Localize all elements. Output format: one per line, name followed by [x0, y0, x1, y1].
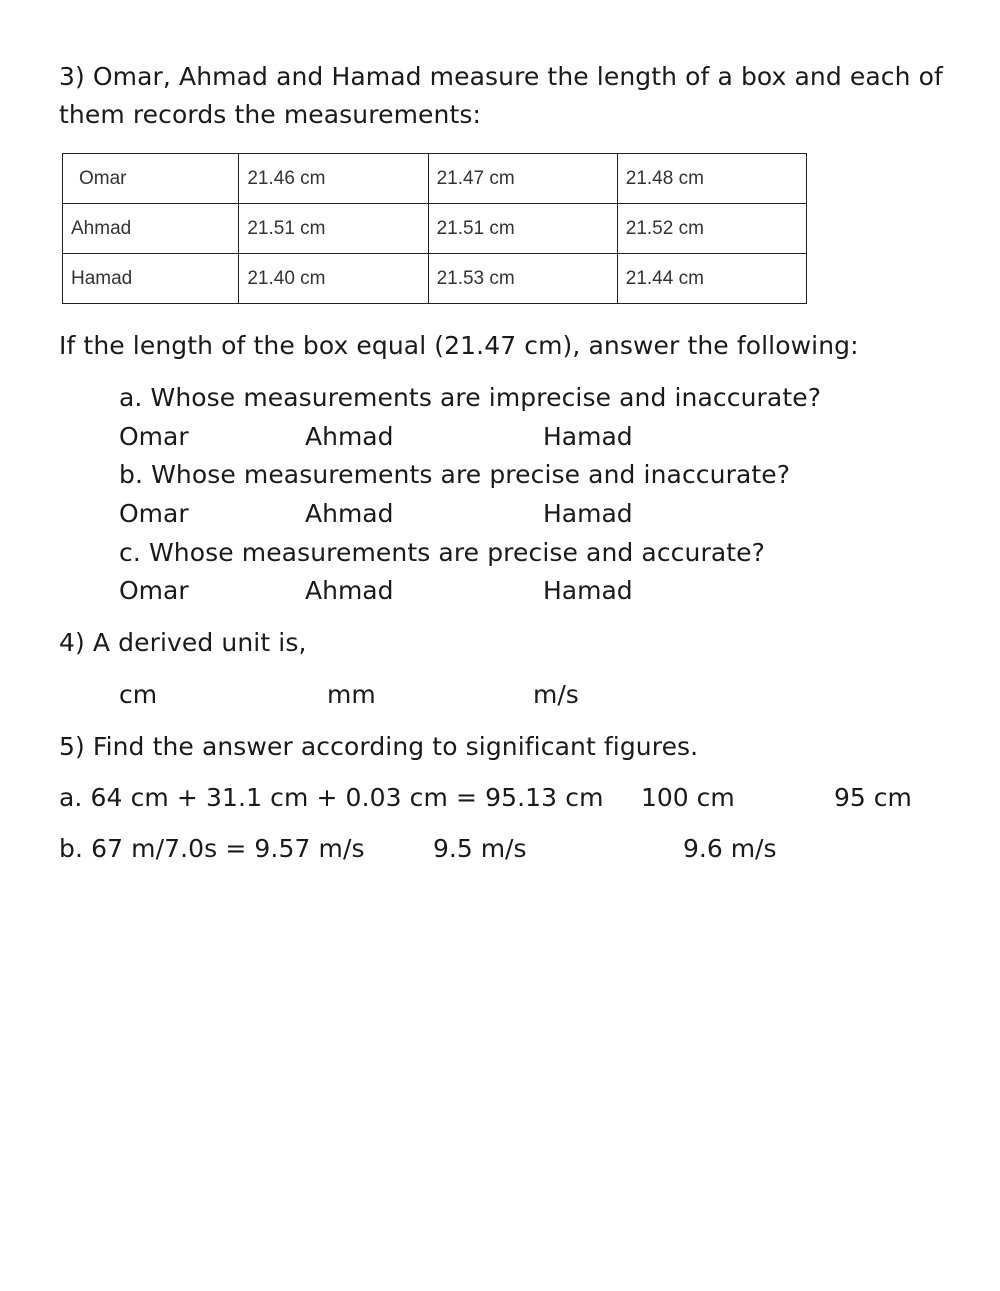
table-cell-name: Omar [63, 154, 239, 204]
q4-option-ms[interactable]: m/s [533, 680, 579, 709]
table-cell-value: 21.46 cm [239, 154, 428, 204]
q5-question: 5) Find the answer according to significant figures. [59, 732, 699, 761]
q3a-option-omar[interactable]: Omar [119, 422, 189, 451]
q4-option-cm[interactable]: cm [119, 680, 158, 709]
measurements-table [62, 153, 807, 304]
q3c-option-hamad[interactable]: Hamad [543, 576, 633, 605]
table-row-ahmad [63, 204, 807, 254]
table-cell-value: 21.47 cm [428, 154, 617, 204]
q3-text-line2: them records the measurements: [59, 100, 481, 129]
q3c-question: c. Whose measurements are precise and accurate? [119, 538, 766, 567]
table-cell-value: 21.51 cm [239, 204, 428, 254]
q5a-expression: a. 64 cm + 31.1 cm + 0.03 cm = 95.13 cm [59, 783, 604, 812]
q3a-option-hamad[interactable]: Hamad [543, 422, 633, 451]
table-cell-value: 21.53 cm [428, 254, 617, 304]
q3b-question: b. Whose measurements are precise and inaccurate? [119, 460, 791, 489]
table-cell-value: 21.44 cm [617, 254, 806, 304]
q3a-question: a. Whose measurements are imprecise and inaccurate? [119, 383, 822, 412]
q5b-expression: b. 67 m/7.0s = 9.57 m/s [59, 834, 365, 863]
q4-option-mm[interactable]: mm [327, 680, 376, 709]
q3a-option-ahmad[interactable]: Ahmad [305, 422, 394, 451]
table-cell-value: 21.51 cm [428, 204, 617, 254]
q3-text-line1: 3) Omar, Ahmad and Hamad measure the length of a box and each of [59, 62, 943, 91]
q5a-option-95cm[interactable]: 95 cm [834, 783, 912, 812]
q3c-option-omar[interactable]: Omar [119, 576, 189, 605]
table-cell-name: Hamad [63, 254, 239, 304]
q3b-option-hamad[interactable]: Hamad [543, 499, 633, 528]
table-row-hamad [63, 254, 807, 304]
table-cell-value: 21.52 cm [617, 204, 806, 254]
q3-condition: If the length of the box equal (21.47 cm), answer the following: [59, 331, 859, 360]
table-cell-name: Ahmad [63, 204, 239, 254]
q5b-option-9-5[interactable]: 9.5 m/s [433, 834, 527, 863]
table-row-omar [63, 154, 807, 204]
q5b-option-9-6[interactable]: 9.6 m/s [683, 834, 777, 863]
q5a-option-100cm[interactable]: 100 cm [641, 783, 735, 812]
q3b-option-omar[interactable]: Omar [119, 499, 189, 528]
q4-question: 4) A derived unit is, [59, 628, 307, 657]
table-cell-value: 21.48 cm [617, 154, 806, 204]
table-cell-value: 21.40 cm [239, 254, 428, 304]
q3c-option-ahmad[interactable]: Ahmad [305, 576, 394, 605]
q3b-option-ahmad[interactable]: Ahmad [305, 499, 394, 528]
